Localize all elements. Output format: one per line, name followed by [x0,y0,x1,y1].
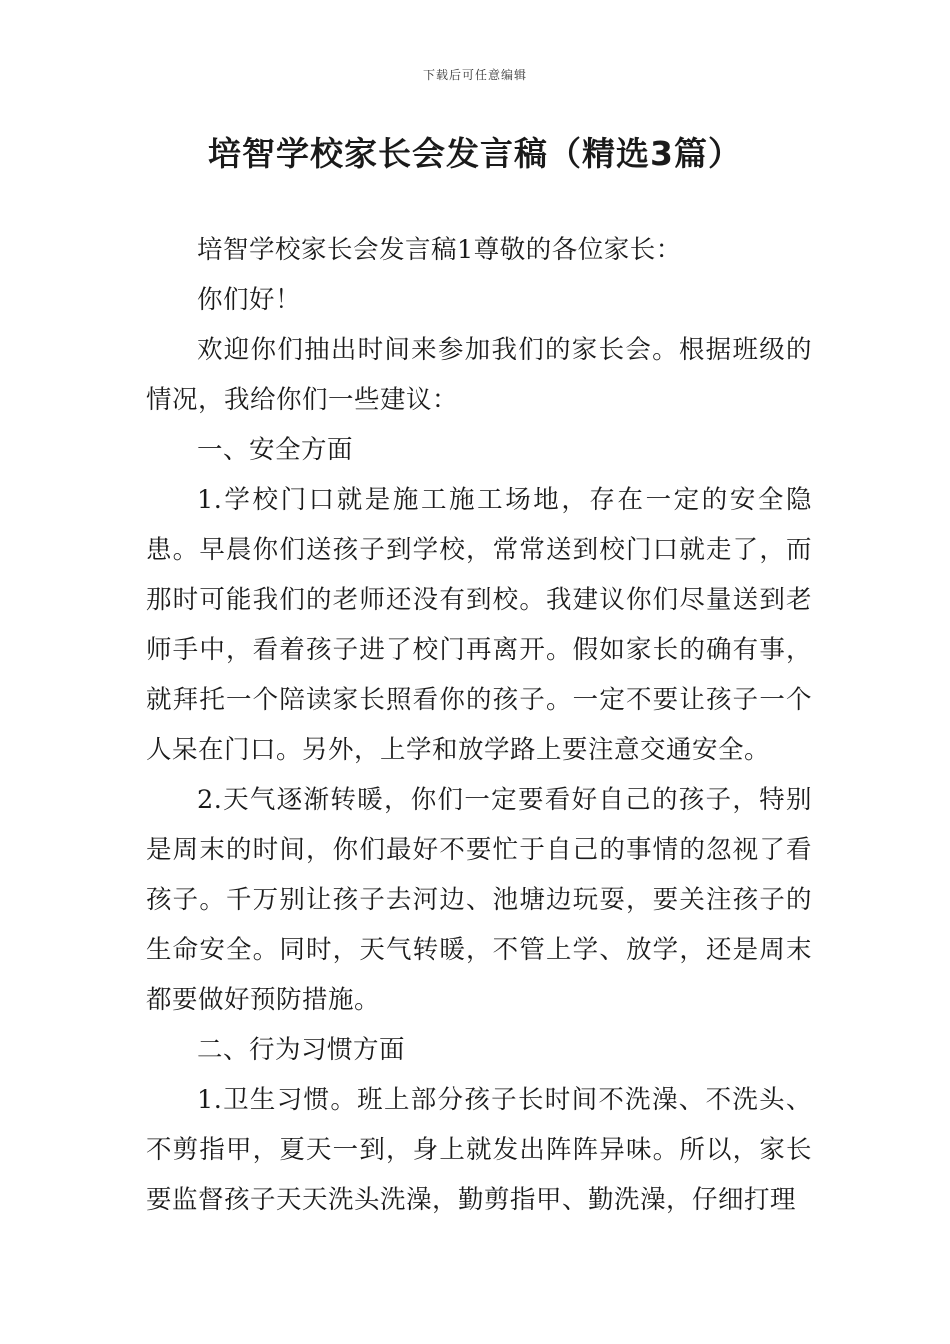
paragraph-habits-1: 1.卫生习惯。班上部分孩子长时间不洗澡、不洗头、不剪指甲，夏天一到，身上就发出阵阵异味。所以，家长要监督孩子天天洗头洗澡，勤剪指甲、勤洗澡，仔细打理 [146,1085,812,1215]
paragraph-welcome: 欢迎你们抽出时间来参加我们的家长会。根据班级的情况，我给你们一些建议： [146,335,812,415]
document-body [146,225,812,1225]
page-header-note: 下载后可任意编辑 [422,68,527,82]
paragraph-safety-2: 2.天气逐渐转暖，你们一定要看好自己的孩子，特别是周末的时间，你们最好不要忙于自己的事情的忽视了看孩子。千万别让孩子去河边、池塘边玩耍，要关注孩子的生命安全。同时，天气转暖，不管上学、放学，还是周末都要做好预防措施。 [146,785,812,1015]
paragraph-greeting-line: 培智学校家长会发言稿1尊敬的各位家长： [197,235,682,265]
document-title: 培智学校家长会发言稿（精选3篇） [208,134,742,173]
paragraph-safety-1: 1.学校门口就是施工施工场地，存在一定的安全隐患。早晨你们送孩子到学校，常常送到校门口就走了，而那时可能我们的老师还没有到校。我建议你们尽量送到老师手中，看着孩子进了校门再离开。假如家长的确有事，就拜托一个陪读家长照看你的孩子。一定不要让孩子一个人呆在门口。另外，上学和放学路上要注意交通安全。 [146,485,812,765]
paragraph-hello: 你们好！ [197,285,302,315]
section-heading-habits: 二、行为习惯方面 [197,1035,406,1065]
section-heading-safety: 一、安全方面 [197,435,354,465]
